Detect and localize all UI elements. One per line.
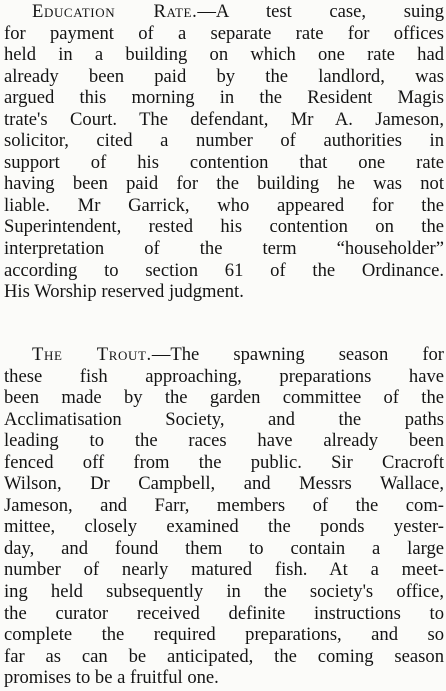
article-text-line: liable. Mr Garrick, who appeared for the xyxy=(4,194,444,216)
article-text-line: Superintendent, rested his contention on the xyxy=(4,216,444,238)
article-text-line: mittee, closely examined the ponds yester- xyxy=(4,516,444,538)
article-text-line: —A test case, suing xyxy=(197,1,444,22)
article-text-line: Wilson, Dr Campbell, and Messrs Wallace, xyxy=(4,473,444,495)
article-text-line: His Worship reserved judgment. xyxy=(4,281,244,303)
article-heading: Education Rate. xyxy=(32,1,198,22)
article-text-line: according to section 61 of the Ordinance. xyxy=(4,259,444,281)
article-text-line: fenced off from the public. Sir Cracroft xyxy=(4,451,444,473)
article-text-line: far as can be anticipated, the coming season xyxy=(4,645,444,667)
article-text-line: having been paid for the building he was not xyxy=(4,173,444,195)
article-text-line: solicitor, cited a number of authorities in xyxy=(4,130,444,152)
article-the-trout xyxy=(4,344,444,689)
article-text-line: Jameson, and Farr, members of the com- xyxy=(4,494,444,516)
article-text-line: day, and found them to contain a large xyxy=(4,537,444,559)
article-text-line: —The spawning season for xyxy=(151,344,444,365)
article-text-line: these fish approaching, preparations have xyxy=(4,365,444,387)
article-text-line: number of nearly matured fish. At a meet- xyxy=(4,559,444,581)
article-text-line: held in a building on which one rate had xyxy=(4,44,444,66)
article-text-line: complete the required preparations, and so xyxy=(4,624,444,646)
article-text-line: promises to be a fruitful one. xyxy=(4,667,219,689)
article-text-line: for payment of a separate rate for offices xyxy=(4,22,444,44)
article-text-line: ing held subsequently in the society's office, xyxy=(4,581,444,603)
article-text-line: interpretation of the term “householder” xyxy=(4,238,444,260)
article-text-line: the curator received definite instructions to xyxy=(4,602,444,624)
article-text-line: been made by the garden committee of the xyxy=(4,387,444,409)
article-heading: The Trout. xyxy=(32,344,152,365)
article-text-line: leading to the races have already been xyxy=(4,430,444,452)
article-education-rate xyxy=(4,1,444,303)
article-text-line: support of his contention that one rate xyxy=(4,151,444,173)
article-text-line: trate's Court. The defendant, Mr A. Jameson, xyxy=(4,108,444,130)
article-first-line xyxy=(4,344,444,366)
article-text-line: argued this morning in the Resident Magis xyxy=(4,87,444,109)
article-text-line: already been paid by the landlord, was xyxy=(4,65,444,87)
article-text-line: Acclimatisation Society, and the paths xyxy=(4,408,444,430)
article-first-line xyxy=(4,1,444,23)
